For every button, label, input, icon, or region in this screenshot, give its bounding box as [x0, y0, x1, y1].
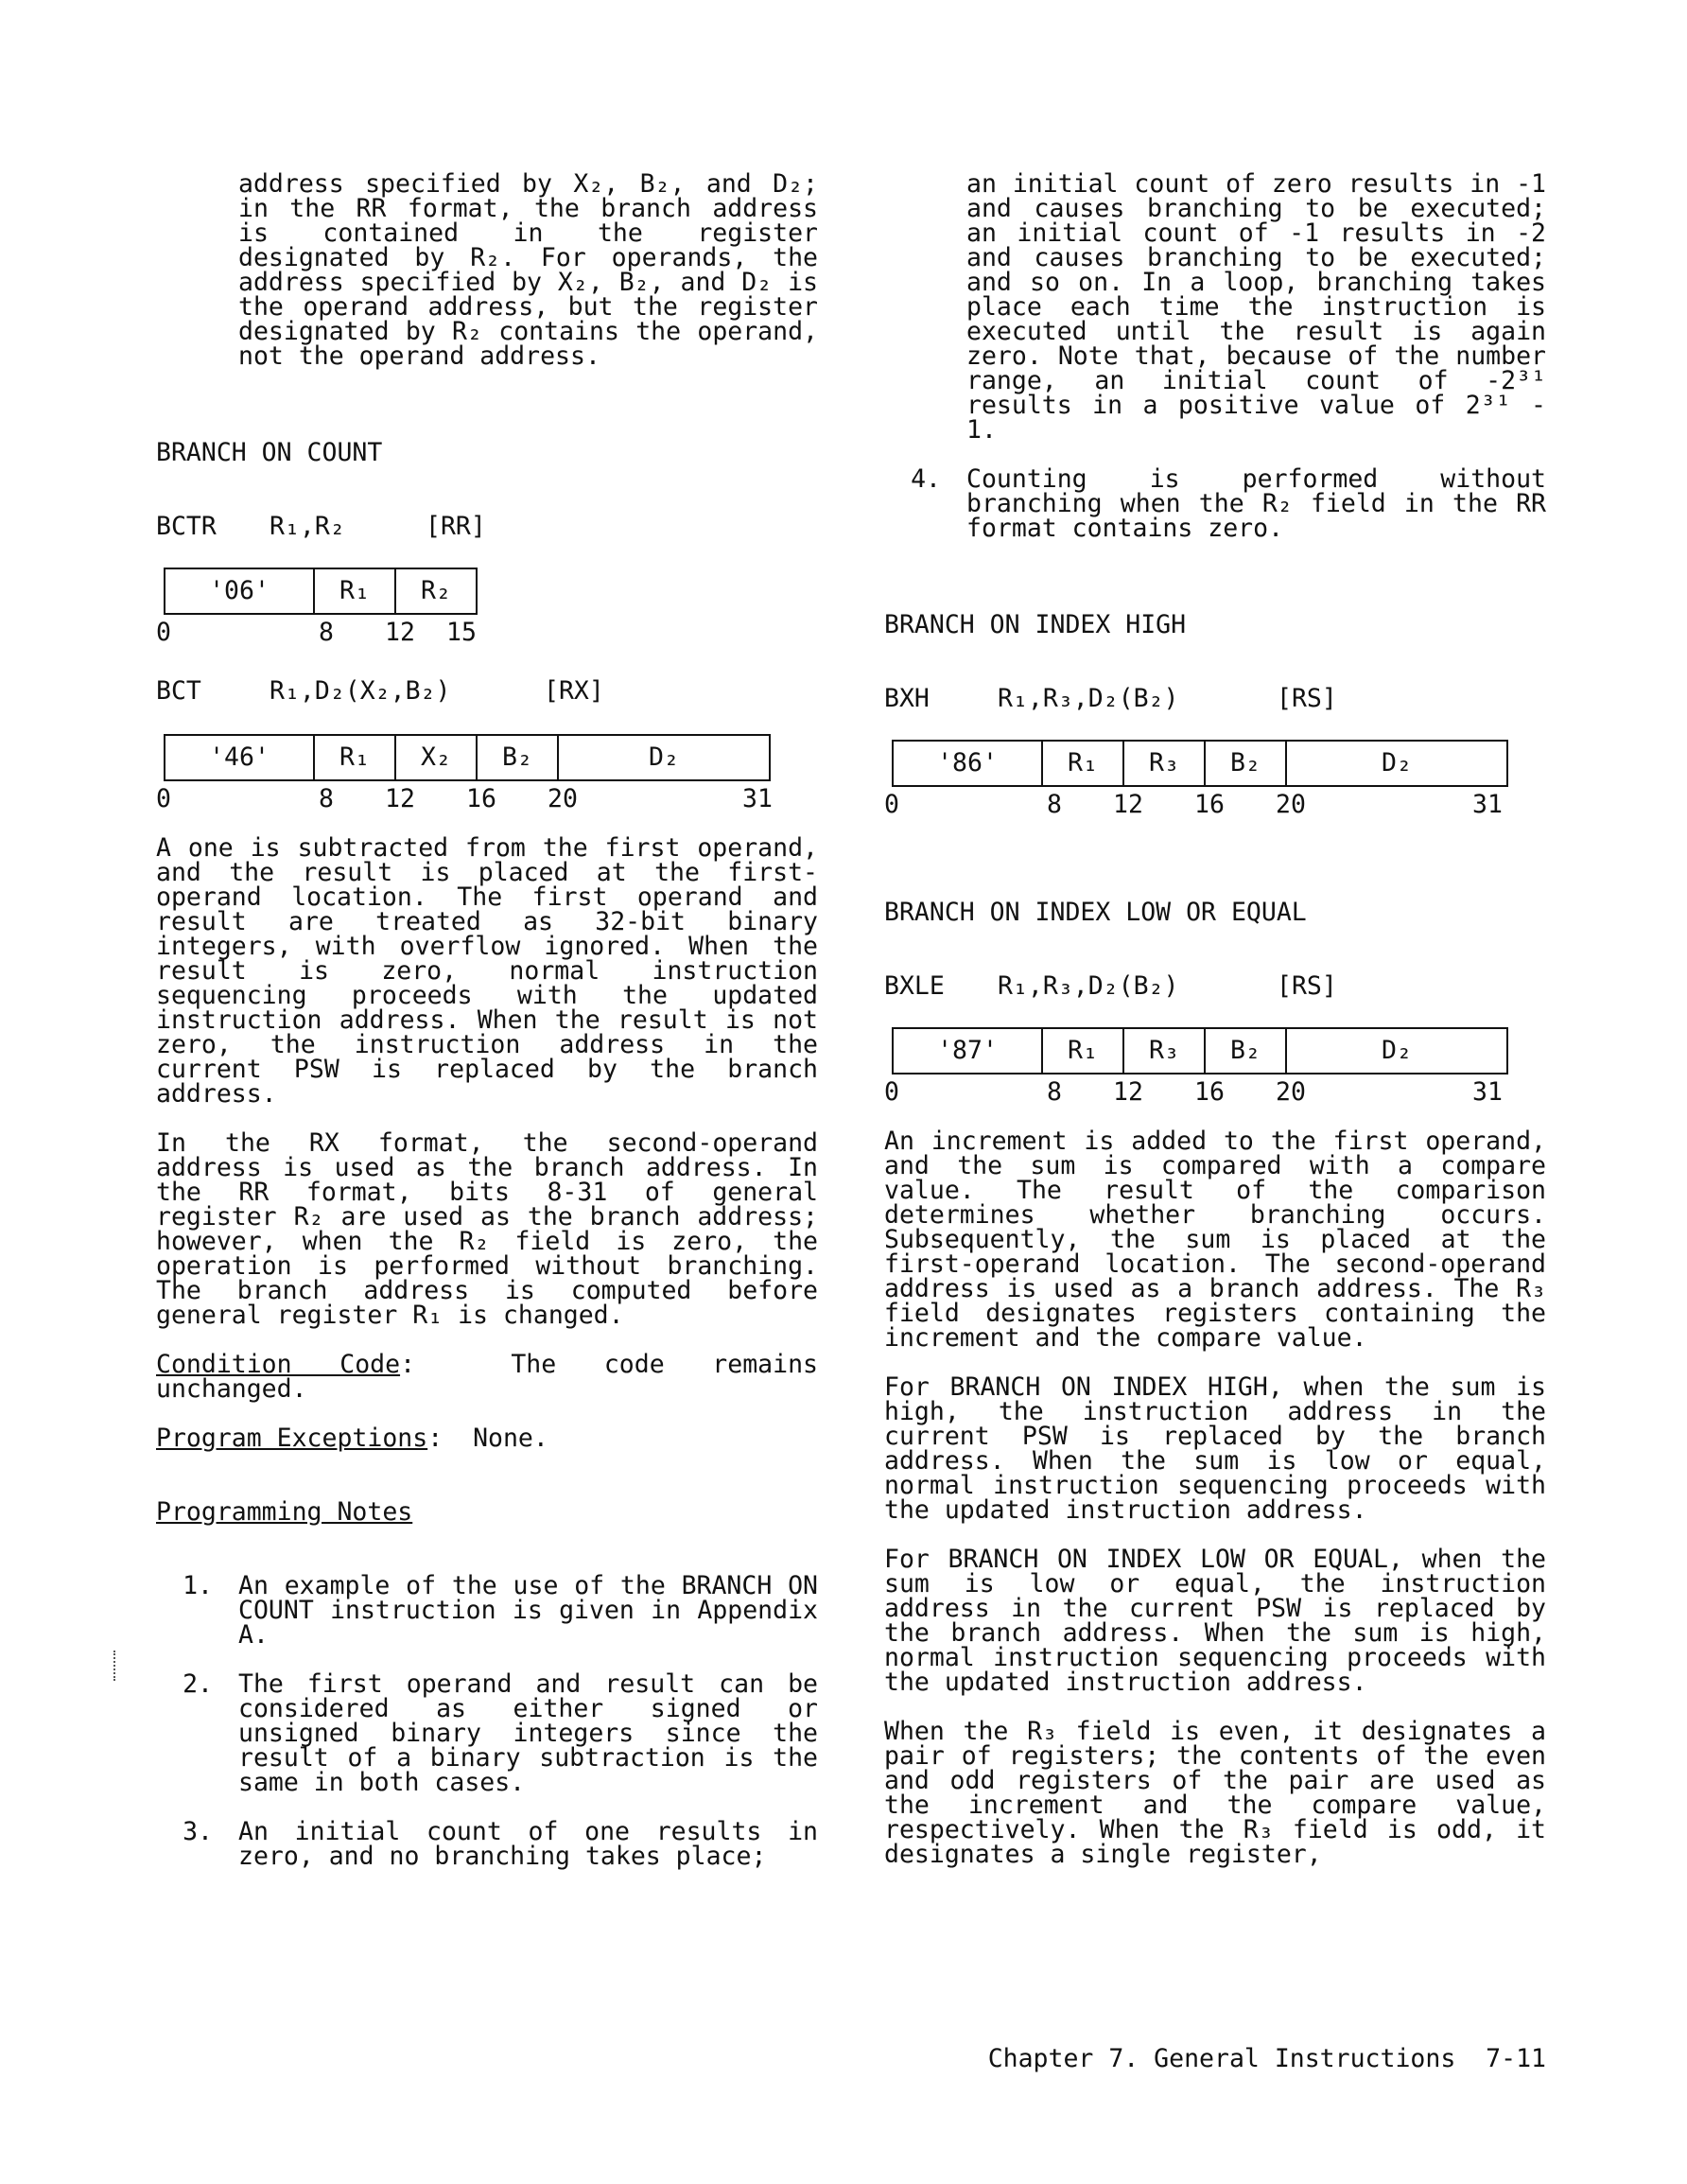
bxle-d2-cell: D₂ [1382, 1036, 1412, 1065]
bxh-opcode-cell: '86' [894, 742, 1043, 785]
bctr-instruction-diagram [156, 568, 818, 649]
note-item [884, 464, 1546, 543]
bxle-condition-para: For BRANCH ON INDEX LOW OR EQUAL, when the sum is low or equal, the instruction address in the current PSW is replaced by the branch address. When the sum is high, normal instruction sequencing proceeds with the updated instruction address. [884, 1545, 1546, 1697]
bxh-b2-cell: B₂ [1206, 742, 1287, 785]
condition-code-label: Condition Code [156, 1350, 401, 1379]
bctr-format-box [164, 568, 478, 615]
bxle-b2-cell: B₂ [1206, 1029, 1287, 1073]
bit-label: 31 [1472, 1077, 1503, 1107]
program-exceptions-text: None. [473, 1424, 548, 1453]
note-number: 1. [183, 1571, 213, 1600]
bxh-condition-para: For BRANCH ON INDEX HIGH, when the sum is high, the instruction address in the current PSW is replaced by the branch address. When the sum is low or equal, normal instruction sequencing proceeds with the updated instruction address. [884, 1372, 1546, 1525]
condition-code-text: The code remains unchanged. [156, 1350, 818, 1404]
bit-label: 0 [884, 790, 899, 819]
left-column [156, 169, 818, 1871]
bxle-instruction-diagram [884, 1027, 1546, 1109]
programming-notes-title: Programming Notes [156, 1497, 413, 1527]
bct-operands: R₁,D₂(X₂,B₂) [270, 676, 451, 706]
bit-label: 31 [742, 784, 773, 813]
bit-label: 0 [884, 1077, 899, 1107]
bctr-r2-cell: R₂ [421, 576, 451, 605]
note-item [156, 1571, 818, 1650]
bct-x2-cell: X₂ [396, 736, 478, 779]
bxle-r1-cell: R₁ [1043, 1029, 1124, 1073]
bxh-operands: R₁,R₃,D₂(B₂) [998, 684, 1179, 713]
bxh-mnemonic: BXH [884, 684, 930, 713]
bctr-format-line [156, 512, 818, 541]
bit-label: 8 [1047, 790, 1062, 819]
right-column [884, 169, 1546, 1869]
bit-label: 31 [1472, 790, 1503, 819]
bit-label: 15 [446, 618, 477, 647]
bxle-bit-positions [884, 1077, 1546, 1109]
note-3-continued: an initial count of zero results in -1 and causes branching to be executed; an initial count of -1 results in -2 and causes branching to be executed; and so on. In a loop, branching takes place each time the instruction is executed until the result is again zero. Note that, because of the number range, an initial count of -2³¹ results in a positive value of 2³¹ - 1. [966, 169, 1546, 445]
bct-description-para: A one is subtracted from the first operand, and the result is placed at the first-operand location. The first operand and result are treated as 32-bit binary integers, with overflow ignored. When the result is zero, normal instruction sequencing proceeds with the updated instruction address. When the result is not zero, the instruction address in the current PSW is replaced by the branch address. [156, 833, 818, 1109]
continued-paragraph: address specified by X₂, B₂, and D₂; in the RR format, the branch address is contained in the register designated by R₂. For operands, the address specified by X₂, B₂, and D₂ is the operand address, but the register designated by R₂ contains the operand, not the operand address. [238, 169, 818, 371]
bct-address-para: In the RX format, the second-operand address is used as the branch address. In the RR format, bits 8-31 of general register R₂ are used as the branch address; however, when the R₂ field is zero, the operation is performed without branching. The branch address is computed before general register R₁ is changed. [156, 1128, 818, 1330]
bit-label: 8 [319, 618, 334, 647]
bxle-operands: R₁,R₃,D₂(B₂) [998, 971, 1179, 1001]
bxh-type: [RS] [1277, 684, 1337, 713]
bctr-opcode-cell: '06' [165, 569, 315, 613]
bxle-type: [RS] [1277, 971, 1337, 1001]
condition-code: Condition Code: The code remains unchanged. [156, 1350, 818, 1404]
bct-format-box [164, 734, 771, 781]
bxh-bit-positions [884, 790, 1546, 821]
bctr-operands: R₁,R₂ [270, 512, 345, 541]
note-text: Counting is performed without branching when the R₂ field in the RR format contains zero. [966, 464, 1546, 543]
bct-type: [RX] [544, 676, 604, 706]
bctr-bit-positions [156, 620, 818, 649]
bit-label: 0 [156, 618, 171, 647]
programming-notes-list [156, 1571, 818, 1871]
bctr-mnemonic: BCTR [156, 512, 217, 541]
bxh-d2-cell: D₂ [1382, 748, 1412, 778]
bct-r1-cell: R₁ [315, 736, 396, 779]
bxh-r3-cell: R₃ [1124, 742, 1206, 785]
bxle-format-line [884, 971, 1546, 1001]
program-exceptions-label: Program Exceptions [156, 1424, 428, 1453]
bit-label: 12 [1113, 1077, 1143, 1107]
bxle-r3-cell: R₃ [1124, 1029, 1206, 1073]
bctr-r1-cell: R₁ [315, 569, 396, 613]
section-title-branch-on-index-low-or-equal: BRANCH ON INDEX LOW OR EQUAL [884, 898, 1307, 927]
bit-label: 20 [1276, 1077, 1306, 1107]
bct-opcode-cell: '46' [165, 736, 315, 779]
bit-label: 16 [1194, 1077, 1225, 1107]
bct-b2-cell: B₂ [478, 736, 559, 779]
bxh-r1-cell: R₁ [1043, 742, 1124, 785]
program-exceptions: Program Exceptions: None. [156, 1424, 548, 1453]
bxle-format-box [892, 1027, 1508, 1075]
bxle-mnemonic: BXLE [884, 971, 945, 1001]
page-footer: Chapter 7. General Instructions 7-11 [987, 2044, 1546, 2073]
bxle-opcode-cell: '87' [894, 1029, 1043, 1073]
bit-label: 8 [319, 784, 334, 813]
bctr-type: [RR] [426, 512, 486, 541]
bit-label: 20 [548, 784, 578, 813]
bit-label: 16 [466, 784, 496, 813]
bit-label: 8 [1047, 1077, 1062, 1107]
bit-label: 12 [385, 784, 415, 813]
note-number: 3. [183, 1817, 213, 1846]
note-number: 2. [183, 1669, 213, 1699]
bit-label: 12 [1113, 790, 1143, 819]
r3-field-para: When the R₃ field is even, it designates a pair of registers; the contents of the even and odd registers of the pair are used as the increment and the compare value, respectively. When the R₃ field is odd, it designates a single register, [884, 1717, 1546, 1869]
note-text: The first operand and result can be considered as either signed or unsigned binary integers since the result of a binary subtraction is the same in both cases. [238, 1669, 818, 1797]
bit-label: 16 [1194, 790, 1225, 819]
bx-description-para: An increment is added to the first operand, and the sum is compared with a compare value. The result of the comparison determines whether branching occurs. Subsequently, the sum is placed at the first-operand location. The second-operand address is used as a branch address. The R₃ field designates registers containing the increment and the compare value. [884, 1127, 1546, 1353]
bct-format-line [156, 676, 818, 706]
bxh-instruction-diagram [884, 740, 1546, 821]
bxh-format-line [884, 684, 1546, 713]
bct-bit-positions [156, 784, 818, 815]
bit-label: 0 [156, 784, 171, 813]
margin-change-bar [113, 1651, 119, 1681]
bit-label: 12 [385, 618, 415, 647]
bxh-format-box [892, 740, 1508, 787]
bct-d2-cell: D₂ [649, 743, 679, 772]
bct-instruction-diagram [156, 734, 818, 815]
section-title-branch-on-index-high: BRANCH ON INDEX HIGH [884, 610, 1187, 639]
note-item [156, 1669, 818, 1797]
bct-mnemonic: BCT [156, 676, 201, 706]
bit-label: 20 [1276, 790, 1306, 819]
note-text: An example of the use of the BRANCH ON COUNT instruction is given in Appendix A. [238, 1571, 818, 1650]
note-text: An initial count of one results in zero, and no branching takes place; [238, 1817, 818, 1871]
note-number: 4. [911, 464, 941, 494]
note-item [156, 1817, 818, 1871]
section-title-branch-on-count: BRANCH ON COUNT [156, 438, 383, 467]
